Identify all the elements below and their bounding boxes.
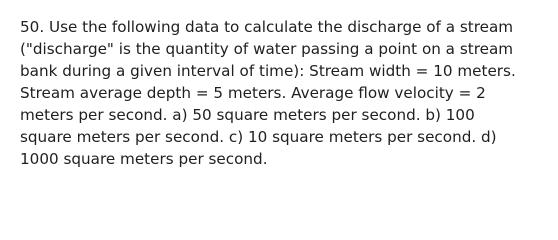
question-text: 50. Use the following data to calculate the discharge of a stream ("discharge" is the quantity of water passing a point on a stream bank during a given interval of time): Stream width = 10 meters. Stream average depth = 5 meters. Average flow velocity = 2 meters per second. a) 50 square meters per second. b) 100 square meters per second. c) 10 square meters per second. d) 1000 square meters per second. — [20, 18, 516, 168]
